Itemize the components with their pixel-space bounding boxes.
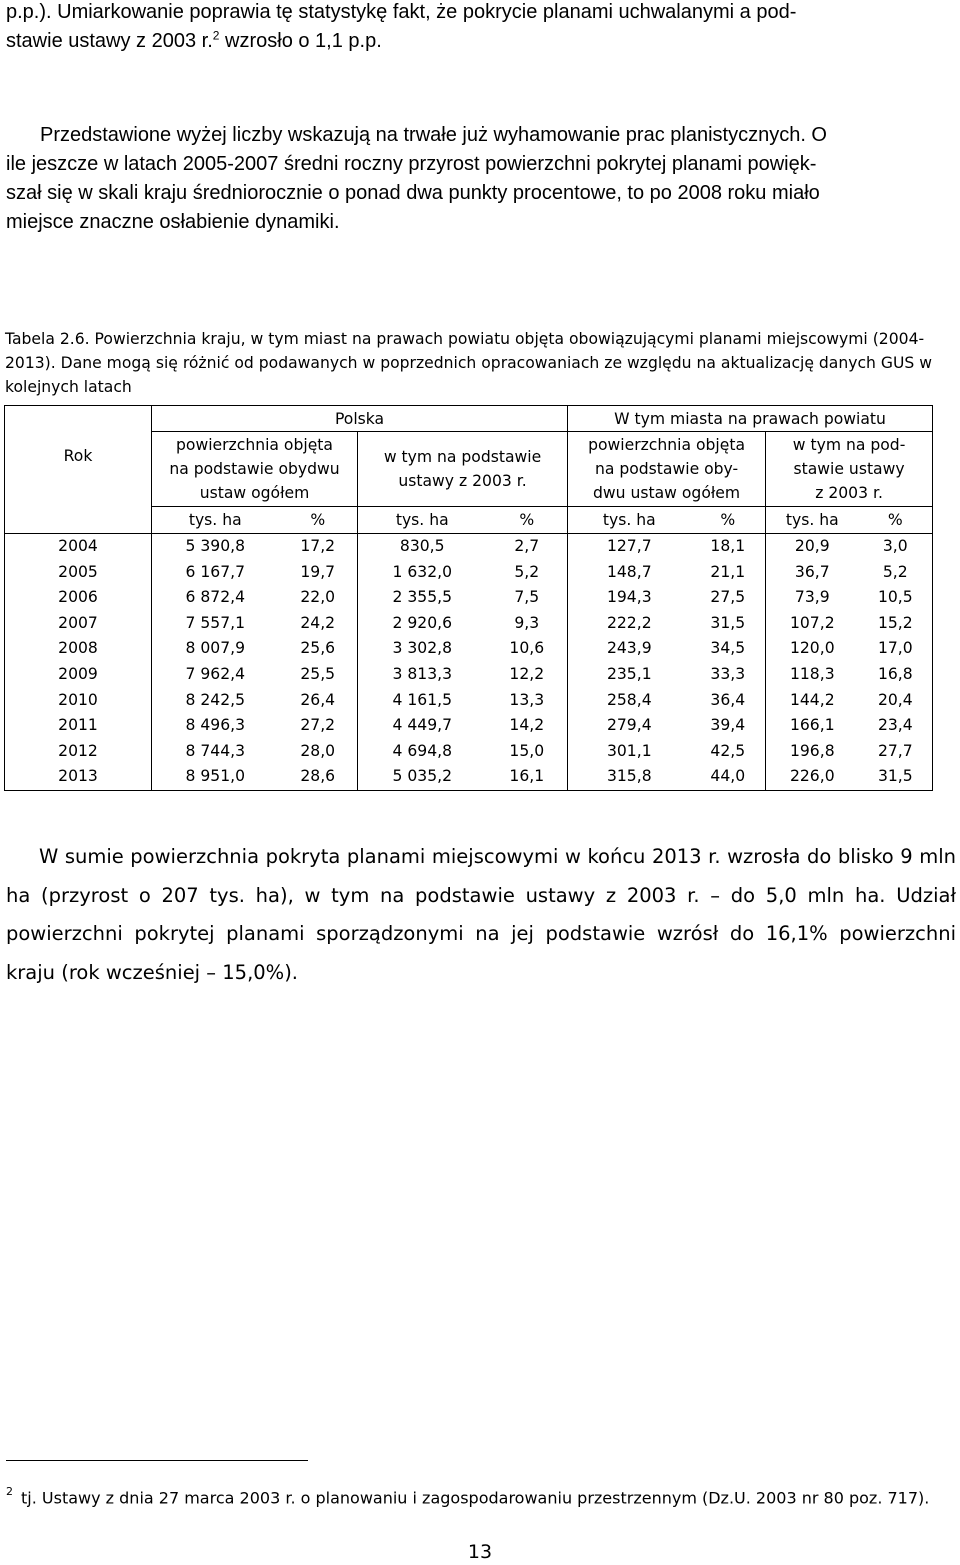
header-group-miasta: W tym miasta na prawach powiatu xyxy=(568,406,933,432)
value-cell: 226,0 xyxy=(766,764,859,790)
value-cell: 24,2 xyxy=(300,613,336,632)
footnote-reference: 2 xyxy=(212,28,220,43)
page-number: 13 xyxy=(467,1541,493,1563)
table-row xyxy=(5,764,933,790)
year-cell: 2009 xyxy=(58,664,98,683)
value-cell: 23,4 xyxy=(877,716,913,735)
intro-line-2 xyxy=(6,27,954,56)
value-cell: 31,5 xyxy=(877,767,913,786)
value-cell: 8 496,3 xyxy=(152,713,279,739)
value-cell: 196,8 xyxy=(766,739,859,765)
unit-cell: % xyxy=(279,507,358,534)
value-cell: 243,9 xyxy=(568,636,691,662)
value-cell: 3 813,3 xyxy=(358,662,487,688)
value-cell: 315,8 xyxy=(568,764,691,790)
year-cell: 2012 xyxy=(58,741,98,760)
value-cell: 15,0 xyxy=(509,741,545,760)
table-row xyxy=(5,611,933,637)
value-cell: 16,1 xyxy=(509,767,545,786)
value-cell: 4 449,7 xyxy=(358,713,487,739)
header-unit-empty xyxy=(5,507,152,534)
value-cell: 18,1 xyxy=(710,537,746,555)
value-cell: 6 872,4 xyxy=(152,585,279,611)
value-cell: 7 557,1 xyxy=(152,611,279,637)
header-rok: Rok xyxy=(63,447,93,466)
value-cell: 22,0 xyxy=(300,588,336,607)
intro-line-2-text: stawie ustawy z 2003 r. xyxy=(6,30,213,52)
value-cell: 279,4 xyxy=(568,713,691,739)
footnote-mark: 2 xyxy=(6,1485,13,1498)
value-cell: 8 744,3 xyxy=(152,739,279,765)
value-cell: 13,3 xyxy=(509,690,545,709)
unit-cell: % xyxy=(859,507,933,534)
value-cell: 19,7 xyxy=(300,562,336,581)
value-cell: 33,3 xyxy=(710,664,746,683)
header-polska-total: powierzchnia objęta na podstawie obydwu ustaw ogółem xyxy=(152,432,358,507)
header-polska-2003: w tym na podstawie ustawy z 2003 r. xyxy=(358,432,568,507)
summary-paragraph xyxy=(6,838,956,992)
value-cell: 3,0 xyxy=(882,537,908,555)
value-cell: 144,2 xyxy=(766,688,859,714)
year-cell: 2005 xyxy=(58,562,98,581)
value-cell: 10,6 xyxy=(509,639,545,658)
analysis-line-2: ile jeszcze w latach 2005-2007 średni roczny przyrost powierzchni pokrytej planami powięk- xyxy=(6,153,817,175)
summary-text: W sumie powierzchnia pokryta planami miejscowymi w końcu 2013 r. wzrosła do blisko 9 mln ha (przyrost o 207 tys. ha), w tym na podstawie ustawy z 2003 r. – do 5,0 mln ha. Udział powierzchni pokrytej planami sporządzonymi na jej podstawie wzrósł do 16,1% powierzchni kraju (rok wcześniej – 15,0%). xyxy=(6,845,956,984)
value-cell: 235,1 xyxy=(568,662,691,688)
footnote-text: tj. Ustawy z dnia 27 marca 2003 r. o planowaniu i zagospodarowaniu przestrzennym (Dz.U. 2003 nr 80 poz. 717). xyxy=(21,1488,930,1508)
year-cell: 2010 xyxy=(58,690,98,709)
value-cell: 148,7 xyxy=(568,560,691,586)
footnote xyxy=(6,1480,956,1512)
value-cell: 28,6 xyxy=(300,767,336,786)
footnote-divider xyxy=(6,1460,308,1461)
coverage-table xyxy=(4,405,933,791)
table-row xyxy=(5,713,933,739)
year-cell: 2004 xyxy=(58,537,98,555)
value-cell: 258,4 xyxy=(568,688,691,714)
header-miasta-2003: w tym na pod- stawie ustawy z 2003 r. xyxy=(766,432,933,507)
value-cell: 1 632,0 xyxy=(358,560,487,586)
year-cell: 2011 xyxy=(58,716,98,735)
unit-cell: tys. ha xyxy=(766,507,859,534)
value-cell: 118,3 xyxy=(766,662,859,688)
analysis-line-1-text: Przedstawione wyżej liczby wskazują na trwałe już wyhamowanie prac planistycznych. O xyxy=(40,124,827,146)
intro-line-2-tail: wzrosło o 1,1 p.p. xyxy=(219,30,382,52)
value-cell: 127,7 xyxy=(568,534,691,560)
value-cell: 25,5 xyxy=(300,664,336,683)
value-cell: 194,3 xyxy=(568,585,691,611)
value-cell: 8 242,5 xyxy=(152,688,279,714)
value-cell: 16,8 xyxy=(877,664,913,683)
value-cell: 8 007,9 xyxy=(152,636,279,662)
unit-cell: % xyxy=(691,507,766,534)
value-cell: 31,5 xyxy=(710,613,746,632)
intro-line-1: p.p.). Umiarkowanie poprawia tę statystykę fakt, że pokrycie planami uchwalanymi a pod- xyxy=(6,1,797,23)
value-cell: 4 161,5 xyxy=(358,688,487,714)
value-cell: 27,2 xyxy=(300,716,336,735)
value-cell: 25,6 xyxy=(300,639,336,658)
value-cell: 17,2 xyxy=(300,537,336,555)
table-row xyxy=(5,534,933,560)
intro-paragraph xyxy=(6,0,954,56)
value-cell: 44,0 xyxy=(710,767,746,786)
value-cell: 2 355,5 xyxy=(358,585,487,611)
analysis-line-4: miejsce znaczne osłabienie dynamiki. xyxy=(6,211,340,233)
value-cell: 73,9 xyxy=(766,585,859,611)
value-cell: 17,0 xyxy=(877,639,913,658)
value-cell: 5 390,8 xyxy=(152,534,279,560)
value-cell: 26,4 xyxy=(300,690,336,709)
table-row xyxy=(5,636,933,662)
unit-cell: tys. ha xyxy=(568,507,691,534)
value-cell: 166,1 xyxy=(766,713,859,739)
value-cell: 2 920,6 xyxy=(358,611,487,637)
value-cell: 222,2 xyxy=(568,611,691,637)
value-cell: 36,4 xyxy=(710,690,746,709)
value-cell: 20,9 xyxy=(766,534,859,560)
value-cell: 5 035,2 xyxy=(358,764,487,790)
value-cell: 5,2 xyxy=(882,562,908,581)
table-body xyxy=(5,534,933,791)
value-cell: 9,3 xyxy=(514,613,540,632)
analysis-paragraph xyxy=(6,121,954,237)
value-cell: 20,4 xyxy=(877,690,913,709)
year-cell: 2008 xyxy=(58,639,98,658)
unit-cell: tys. ha xyxy=(152,507,279,534)
table-caption-label: Tabela 2.6. xyxy=(5,330,90,348)
value-cell: 39,4 xyxy=(710,716,746,735)
header-group-polska: Polska xyxy=(152,406,568,432)
year-cell: 2007 xyxy=(58,613,98,632)
value-cell: 14,2 xyxy=(509,716,545,735)
value-cell: 34,5 xyxy=(710,639,746,658)
table-caption xyxy=(5,327,955,399)
table-row xyxy=(5,560,933,586)
value-cell: 27,5 xyxy=(710,588,746,607)
value-cell: 120,0 xyxy=(766,636,859,662)
table-row xyxy=(5,739,933,765)
value-cell: 3 302,8 xyxy=(358,636,487,662)
value-cell: 36,7 xyxy=(766,560,859,586)
value-cell: 42,5 xyxy=(710,741,746,760)
value-cell: 301,1 xyxy=(568,739,691,765)
year-cell: 2006 xyxy=(58,588,98,607)
analysis-line-1 xyxy=(6,121,954,150)
value-cell: 27,7 xyxy=(877,741,913,760)
value-cell: 10,5 xyxy=(877,588,913,607)
value-cell: 28,0 xyxy=(300,741,336,760)
year-cell: 2013 xyxy=(58,767,98,786)
unit-cell: tys. ha xyxy=(358,507,487,534)
table-row xyxy=(5,585,933,611)
value-cell: 5,2 xyxy=(514,562,540,581)
value-cell: 107,2 xyxy=(766,611,859,637)
table-row xyxy=(5,662,933,688)
value-cell: 7,5 xyxy=(514,588,540,607)
value-cell: 7 962,4 xyxy=(152,662,279,688)
value-cell: 15,2 xyxy=(877,613,913,632)
unit-cell: % xyxy=(487,507,568,534)
value-cell: 8 951,0 xyxy=(152,764,279,790)
value-cell: 4 694,8 xyxy=(358,739,487,765)
value-cell: 12,2 xyxy=(509,664,545,683)
header-miasta-total: powierzchnia objęta na podstawie oby- dwu ustaw ogółem xyxy=(568,432,766,507)
table-row xyxy=(5,688,933,714)
table-caption-text: Powierzchnia kraju, w tym miast na prawach powiatu objęta obowiązującymi planami miejscowymi (2004-2013). Dane mogą się różnić od podawanych w poprzednich opracowaniach ze względu na aktualizację danych GUS w kolejnych latach xyxy=(5,330,932,396)
analysis-line-3: szał się w skali kraju średniorocznie o ponad dwa punkty procentowe, to po 2008 roku miało xyxy=(6,182,820,204)
value-cell: 830,5 xyxy=(358,534,487,560)
value-cell: 6 167,7 xyxy=(152,560,279,586)
value-cell: 2,7 xyxy=(514,537,540,555)
value-cell: 21,1 xyxy=(710,562,746,581)
